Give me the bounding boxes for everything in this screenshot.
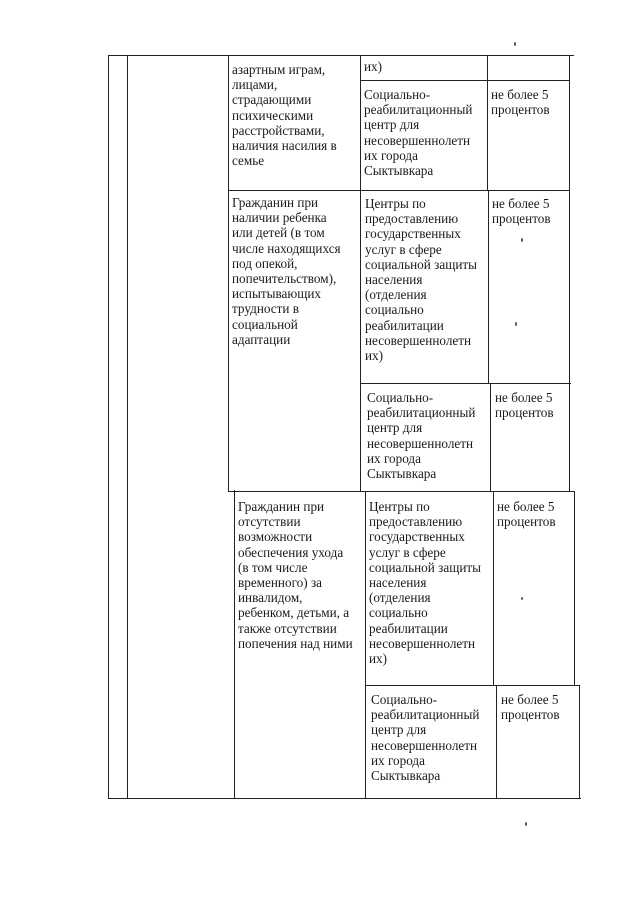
limit-cell: не более 5 процентов bbox=[501, 692, 560, 723]
scan-speck bbox=[514, 42, 516, 46]
table-bottom-border bbox=[108, 798, 581, 799]
provider-cell: Социально- реабилитационный центр для несовершеннолетн их города Сыктывкара bbox=[371, 692, 480, 784]
limit-column-left-border bbox=[490, 384, 491, 492]
provider-cell: их) bbox=[364, 59, 383, 74]
scan-speck bbox=[525, 822, 527, 826]
row-separator bbox=[228, 190, 570, 191]
limit-cell: не более 5 процентов bbox=[492, 196, 551, 227]
provider-cell: Социально- реабилитационный центр для несовершеннолетн их города Сыктывкара bbox=[367, 390, 476, 482]
category-cell: азартным играм, лицами, страдающими психическими расстройствами, наличия насилия в семье bbox=[232, 62, 337, 169]
limit-column-left-border bbox=[488, 191, 489, 384]
limit-cell: не более 5 процентов bbox=[491, 87, 550, 118]
table-right-border bbox=[569, 55, 570, 492]
scan-speck bbox=[521, 597, 523, 600]
limit-column-left-border bbox=[487, 55, 488, 191]
limit-column-left-border bbox=[496, 685, 497, 799]
table-column-divider-1 bbox=[127, 55, 128, 799]
row-separator bbox=[365, 685, 580, 686]
category-cell: Гражданин при отсутствии возможности обеспечения ухода (в том числе временного) за инвалидом, ребенком, детьми, а также отсутствии попечения над ними bbox=[238, 499, 353, 651]
provider-column-left-border bbox=[365, 491, 366, 799]
table-right-border bbox=[579, 685, 580, 799]
category-column-left-border bbox=[228, 55, 229, 491]
limit-cell: не более 5 процентов bbox=[495, 390, 554, 421]
scan-speck bbox=[515, 322, 517, 326]
category-cell: Гражданин при наличии ребенка или детей (в том числе находящихся под опекой, попечительством), испытывающих трудности в социальной адаптации bbox=[232, 195, 341, 347]
limit-column-left-border bbox=[493, 492, 494, 685]
table-top-border bbox=[108, 55, 574, 56]
provider-cell: Социально- реабилитационный центр для несовершеннолетн их города Сыктывкара bbox=[364, 87, 473, 179]
limit-cell: не более 5 процентов bbox=[497, 499, 556, 530]
provider-cell: Центры по предоставлению государственных услуг в сфере социальной защиты населения (отделения социально реабилитации несовершеннолетн их) bbox=[369, 499, 482, 667]
provider-column-left-border bbox=[360, 55, 361, 492]
table-left-border bbox=[108, 55, 109, 799]
row-separator bbox=[360, 383, 571, 384]
provider-cell: Центры по предоставлению государственных услуг в сфере социальной защиты населения (отделения социально реабилитации несовершеннолетн их) bbox=[365, 196, 478, 364]
table-right-border bbox=[574, 491, 575, 686]
scan-speck bbox=[521, 238, 523, 242]
row-separator bbox=[228, 491, 575, 492]
row-separator bbox=[360, 80, 570, 81]
category-column-left-border bbox=[234, 490, 235, 799]
